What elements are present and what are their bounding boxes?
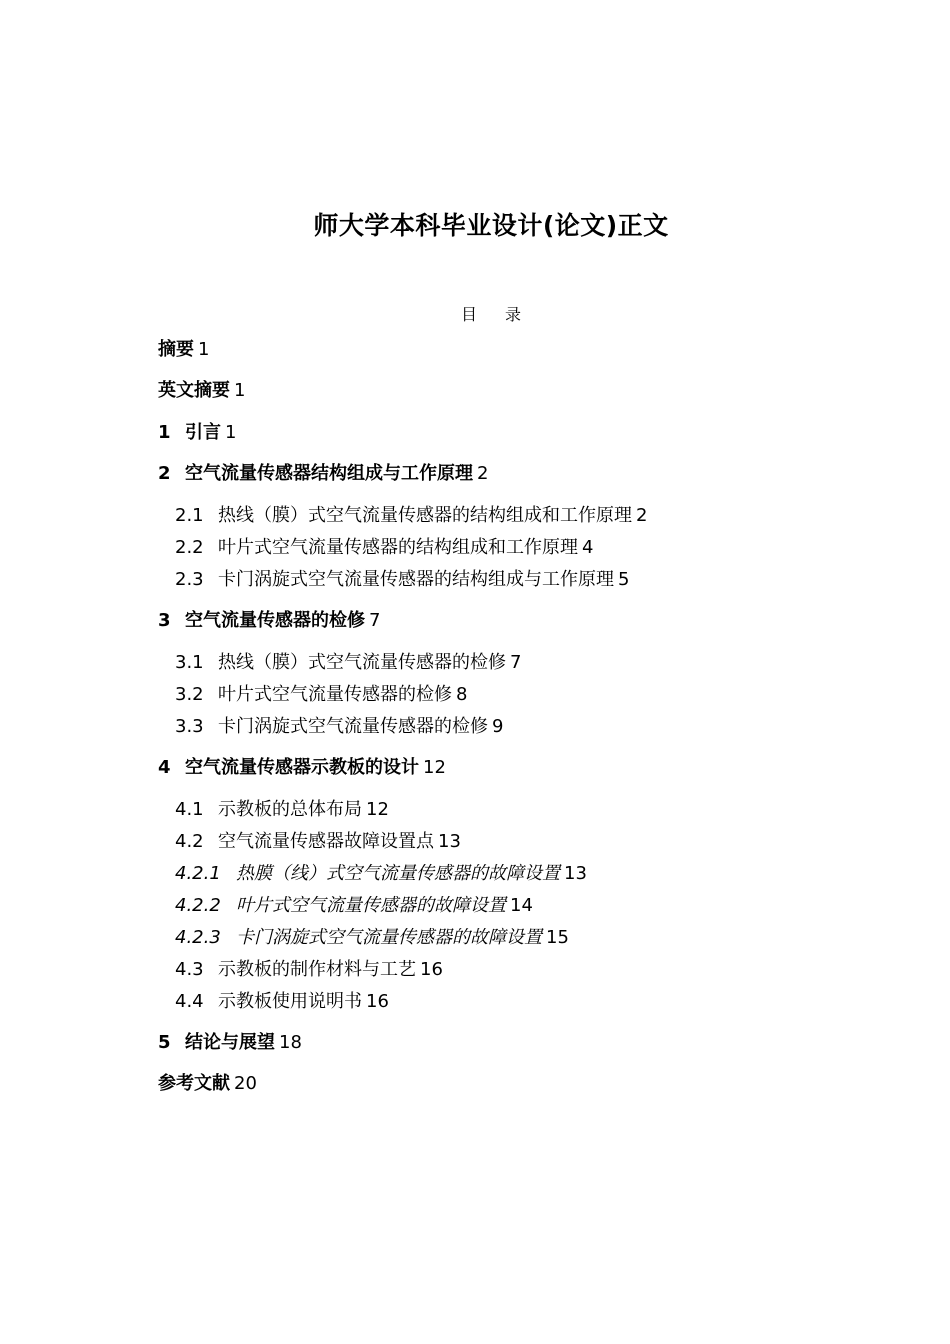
toc-entry-number: 3.2 [175, 684, 204, 705]
toc-entry-number: 2.1 [175, 505, 204, 526]
toc-heading [0, 302, 950, 325]
toc-entry-number: 5 [158, 1032, 171, 1053]
toc-entry-page: 2 [477, 463, 489, 484]
toc-entry[interactable] [158, 422, 236, 444]
toc-entry[interactable] [175, 831, 461, 853]
toc-entry[interactable] [175, 959, 443, 981]
toc-entry[interactable] [175, 684, 467, 706]
toc-entry-page: 7 [510, 652, 522, 673]
toc-entry-page: 13 [438, 831, 461, 852]
toc-entry-page: 2 [636, 505, 648, 526]
toc-entry-number: 2.2 [175, 537, 204, 558]
toc-entry[interactable] [158, 757, 446, 779]
toc-entry-title: 卡门涡旋式空气流量传感器的故障设置 [236, 927, 542, 948]
toc-entry-page: 13 [564, 863, 587, 884]
toc-entry-title: 空气流量传感器的检修 [185, 610, 365, 631]
toc-entry-title: 空气流量传感器示教板的设计 [185, 757, 419, 778]
toc-entry-title: 热线（膜）式空气流量传感器的检修 [218, 652, 506, 673]
toc-entry[interactable] [175, 569, 629, 591]
toc-entry-page: 16 [366, 991, 389, 1012]
toc-entry-page: 18 [279, 1032, 302, 1053]
toc-entry-title: 空气流量传感器故障设置点 [218, 831, 434, 852]
toc-entry[interactable] [175, 799, 389, 821]
toc-entry-page: 8 [456, 684, 468, 705]
toc-entry-number: 4.2.3 [175, 927, 221, 948]
toc-entry[interactable] [158, 1032, 302, 1054]
toc-entry-page: 4 [582, 537, 594, 558]
toc-entry-number: 4.2.2 [175, 895, 221, 916]
toc-heading-left: 目 [460, 305, 477, 324]
toc-entry-title: 叶片式空气流量传感器的结构组成和工作原理 [218, 537, 578, 558]
toc-entry-title: 卡门涡旋式空气流量传感器的结构组成与工作原理 [218, 569, 614, 590]
toc-entry-number: 3.3 [175, 716, 204, 737]
toc-entry-number: 2.3 [175, 569, 204, 590]
toc-entry-page: 20 [234, 1073, 257, 1094]
toc-entry[interactable] [175, 537, 593, 559]
toc-entry-page: 12 [366, 799, 389, 820]
toc-entry[interactable] [175, 895, 533, 917]
toc-entry-title: 摘要 [158, 339, 194, 360]
toc-entry-title: 示教板的制作材料与工艺 [218, 959, 416, 980]
toc-entry-page: 5 [618, 569, 630, 590]
toc-entry-title: 叶片式空气流量传感器的检修 [218, 684, 452, 705]
toc-entry-title: 英文摘要 [158, 380, 230, 401]
toc-entry-page: 7 [369, 610, 381, 631]
toc-entry-number: 4.2.1 [175, 863, 221, 884]
toc-entry-number: 4.1 [175, 799, 204, 820]
toc-entry[interactable] [158, 380, 245, 402]
toc-entry[interactable] [158, 610, 380, 632]
toc-entry-title: 示教板使用说明书 [218, 991, 362, 1012]
toc-entry-number: 3.1 [175, 652, 204, 673]
toc-entry-page: 15 [546, 927, 569, 948]
toc-entry[interactable] [158, 339, 209, 361]
toc-entry[interactable] [175, 652, 521, 674]
toc-entry-number: 4.4 [175, 991, 204, 1012]
toc-entry-number: 2 [158, 463, 171, 484]
toc-entry-title: 引言 [185, 422, 221, 443]
toc-entry-title: 热膜（线）式空气流量传感器的故障设置 [236, 863, 560, 884]
toc-entry-title: 热线（膜）式空气流量传感器的结构组成和工作原理 [218, 505, 632, 526]
toc-entry-page: 14 [510, 895, 533, 916]
toc-entry-title: 参考文献 [158, 1073, 230, 1094]
toc-entry[interactable] [175, 505, 647, 527]
toc-entry-page: 1 [234, 380, 246, 401]
toc-entry[interactable] [158, 463, 488, 485]
toc-entry-title: 叶片式空气流量传感器的故障设置 [236, 895, 506, 916]
toc-entry-title: 示教板的总体布局 [218, 799, 362, 820]
toc-entry-title: 结论与展望 [185, 1032, 275, 1053]
toc-entry[interactable] [175, 991, 389, 1013]
document-title: 师大学本科毕业设计(论文)正文 [313, 211, 669, 240]
toc-entry-number: 4.2 [175, 831, 204, 852]
toc-entry-number: 3 [158, 610, 171, 631]
toc-entry-title: 卡门涡旋式空气流量传感器的检修 [218, 716, 488, 737]
toc-entry-page: 16 [420, 959, 443, 980]
toc-entry-page: 1 [225, 422, 237, 443]
toc-entry[interactable] [175, 863, 587, 885]
toc-entry[interactable] [175, 927, 569, 949]
toc-entry[interactable] [175, 716, 503, 738]
toc-entry-number: 4.3 [175, 959, 204, 980]
toc-heading-right: 录 [505, 305, 522, 324]
toc-entry-title: 空气流量传感器结构组成与工作原理 [185, 463, 473, 484]
toc-entry-number: 1 [158, 422, 171, 443]
toc-entry[interactable] [158, 1073, 257, 1095]
toc-entry-page: 12 [423, 757, 446, 778]
toc-entry-number: 4 [158, 757, 171, 778]
toc-entry-page: 9 [492, 716, 504, 737]
toc-entry-page: 1 [198, 339, 210, 360]
